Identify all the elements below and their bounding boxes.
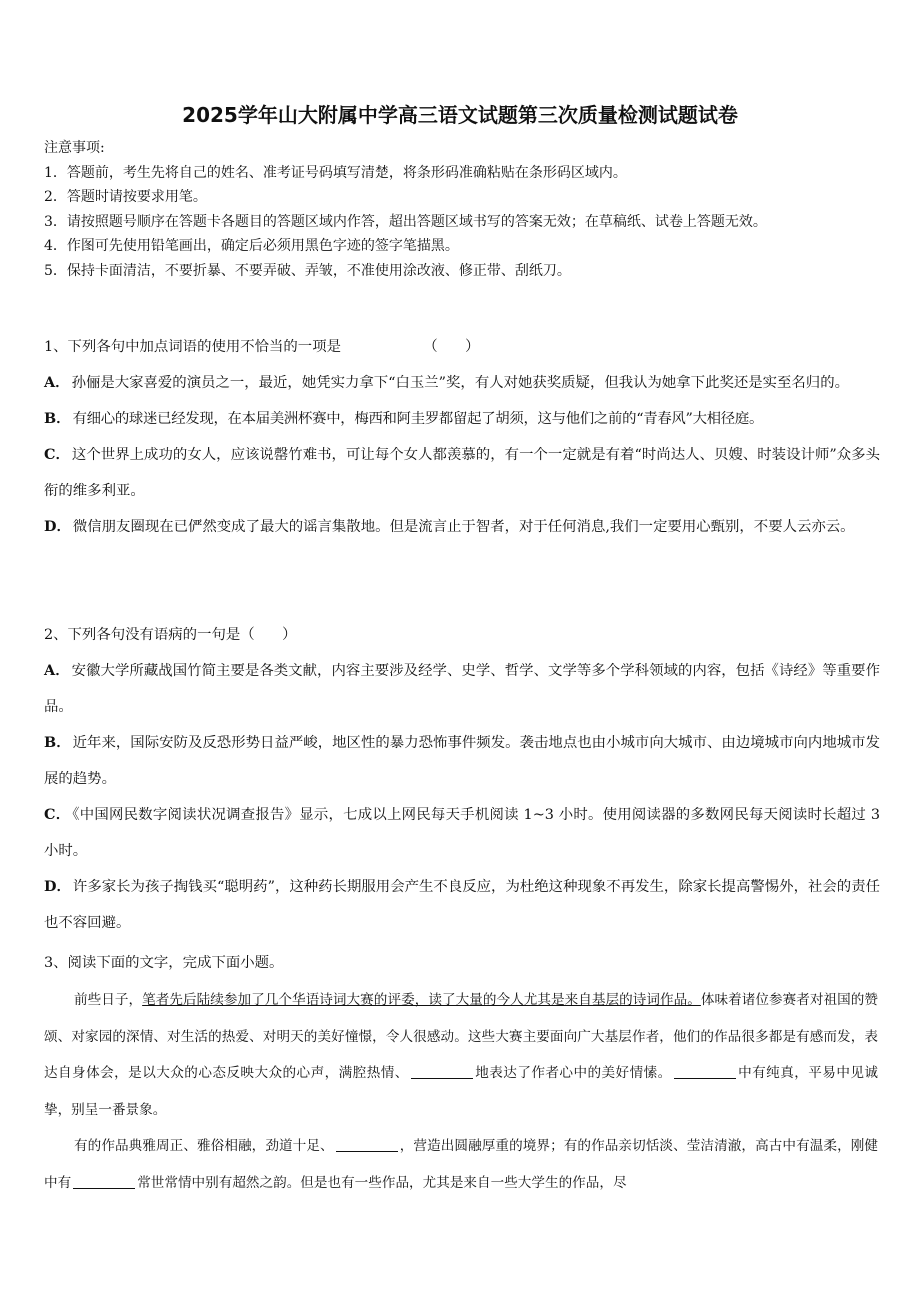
passage-paragraph: 前些日子，笔者先后陆续参加了几个华语诗词大赛的评委，读了大量的今人尤其是来自基层的诗词作品。体味着诸位参赛者对祖国的赞颂、对家园的深情、对生活的热爱、对明天的美好憧憬，令人很感动。这些大赛主要面向广大基层作者，他们的作品很多都是有感而发，表达自身体会，是以大众的心态反映大众的心声，满腔热情、 地表达了作者心中的美好情愫。 中有纯真，平易中见诚挚，别呈一番景象。 [44, 992, 879, 1118]
option-d: D． 许多家长为孩子掏钱买“聪明药”，这种药长期服用会产生不良反应，为杜绝这种现象不再发生，除家长提高警惕外，社会的责任也不容回避。 [44, 878, 880, 931]
notice-item: 3．请按照题号顺序在答题卡各题目的答题区域内作答，超出答题区域书写的答案无效；在草稿纸、试卷上答题无效。 [44, 213, 767, 230]
option-c: C． 《中国网民数字阅读状况调查报告》显示，七成以上网民每天手机阅读 1~3 小时。使用阅读器的多数网民每天阅读时长超过 3 小时。 [44, 806, 880, 859]
option-c: C． 这个世界上成功的女人，应该说罄竹难书，可让每个女人都羡慕的，有一个一定就是有着“时尚达人、贝嫂、时装设计师”众多头衔的维多利亚。 [44, 446, 880, 499]
notice-item: 5．保持卡面清洁，不要折暴、不要弄破、弄皱，不准使用涂改液、修正带、刮纸刀。 [44, 262, 571, 279]
reading-passage [44, 982, 878, 1201]
question-3 [44, 945, 880, 981]
option-b: B． 有细心的球迷已经发现，在本届美洲杯赛中，梅西和阿圭罗都留起了胡须，这与他们之前的“青春风”大相径庭。 [44, 410, 764, 427]
underlined-sentence: 笔者先后陆续参加了几个华语诗词大赛的评委，读了大量的今人尤其是来自基层的诗词作品。 [142, 992, 701, 1008]
notice-item: 1．答题前，考生先将自己的姓名、准考证号码填写清楚，将条形码准确粘贴在条形码区域内。 [44, 164, 627, 181]
blank-line [411, 1064, 473, 1079]
question-stem: 1、下列各句中加点词语的使用不恰当的一项是 （ ） [44, 339, 480, 355]
passage-paragraph: 有的作品典雅周正、雅俗相融，劲道十足、 ，营造出圆融厚重的境界；有的作品亲切恬淡、莹洁清澈，高古中有温柔，刚健中有 常世常情中别有超然之韵。但是也有一些作品，尤其是来自一些大学生的作品，尽 [44, 1138, 879, 1191]
question-1 [44, 329, 880, 545]
notice-item: 2．答题时请按要求用笔。 [44, 189, 207, 205]
notice-section [44, 136, 884, 283]
question-2 [44, 617, 880, 941]
option-b: B． 近年来，国际安防及反恐形势日益严峻，地区性的暴力恐怖事件频发。袭击地点也由小城市向大城市、由边境城市向内地城市发展的趋势。 [44, 734, 880, 787]
blank-line [73, 1174, 135, 1189]
blank-line [336, 1137, 398, 1152]
option-d: D． 微信朋友圈现在已俨然变成了最大的谣言集散地。但是流言止于智者，对于任何消息,我们一定要用心甄别，不要人云亦云。 [44, 518, 855, 535]
option-a: A． 孙俪是大家喜爱的演员之一，最近，她凭实力拿下“白玉兰”奖，有人对她获奖质疑，但我认为她拿下此奖还是实至名归的。 [44, 374, 849, 391]
question-stem: 3、阅读下面的文字，完成下面小题。 [44, 955, 284, 971]
page-title: 2025学年山大附属中学高三语文试题第三次质量检测试题试卷 [182, 103, 738, 127]
blank-line [674, 1064, 736, 1079]
notice-heading: 注意事项: [44, 140, 105, 156]
option-a: A． 安徽大学所藏战国竹简主要是各类文献，内容主要涉及经学、史学、哲学、文学等多个学科领域的内容，包括《诗经》等重要作品。 [44, 662, 880, 715]
notice-item: 4．作图可先使用铅笔画出，确定后必须用黑色字迹的签字笔描黑。 [44, 238, 459, 254]
question-stem: 2、下列各句没有语病的一句是（ ） [44, 627, 297, 643]
